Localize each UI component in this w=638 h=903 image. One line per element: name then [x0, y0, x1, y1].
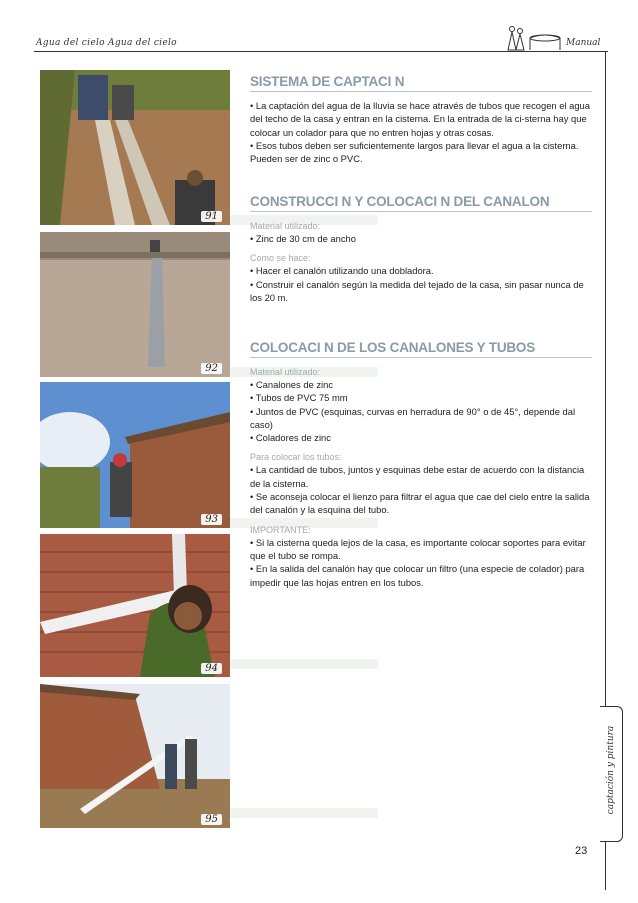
list-item: • Hacer el canalón utilizando una dobladora. — [250, 265, 434, 277]
section-colocacion-canalones — [250, 340, 592, 589]
photo-93 — [40, 382, 230, 528]
page-number: 23 — [575, 845, 588, 857]
list-item: • En la salida del canalón hay que colocar un filtro (una especie de colador) para impedir que las hojas entren en los tubos. — [250, 563, 585, 588]
photo-94 — [40, 534, 230, 677]
list-item: • Coladores de zinc — [250, 432, 331, 444]
photo-label: 95 — [201, 814, 222, 825]
right-margin-rule-bottom — [605, 840, 606, 890]
header-left-title: Agua del cielo Agua del cielo — [36, 38, 177, 48]
header-rule — [34, 51, 608, 52]
right-margin-rule — [605, 51, 606, 706]
title-rule — [250, 357, 592, 358]
list-item: • La cantidad de tubos, juntos y esquinas debe estar de acuerdo con la distancia de la cisterna. — [250, 464, 585, 489]
subheading: Para colocar los tubos: — [250, 452, 342, 463]
photo-label: 91 — [201, 211, 222, 222]
photo-caption-strip — [230, 659, 378, 669]
section-construccion-canalon — [250, 194, 592, 304]
subheading: IMPORTANTE: — [250, 524, 311, 535]
photo-92 — [40, 232, 230, 377]
logo-icon — [500, 22, 566, 52]
side-tab — [600, 706, 623, 842]
photo-label: 94 — [201, 663, 222, 674]
body-paragraph: • La captación del agua de la lluvia se hace através de tubos que recogen el agua del techo de la casa y entran en la cisterna. En la entrada de la ci-sterna hay que colocar un colador para que no entren hojas y otras cosas. — [250, 100, 590, 138]
section-title: COLOCACI N DE LOS CANALONES Y TUBOS — [250, 340, 536, 355]
section-sistema-captacion — [250, 74, 592, 165]
title-rule — [250, 211, 592, 212]
list-item: • Construir el canalón según la medida del tejado de la casa, sin pasar nunca de los 20 m. — [250, 278, 584, 303]
photo-caption-strip — [230, 808, 378, 818]
header-right-title: Manual — [566, 38, 601, 48]
list-item: • Zinc de 30 cm de ancho — [250, 233, 356, 244]
list-item: • Se aconseja colocar el lienzo para filtrar el agua que cae del cielo entre la salida del canalón y la esquina del tubo. — [250, 491, 590, 516]
body-paragraph: • Esos tubos deben ser suficientemente largos para llevar el agua a la cisterna. Pueden ser de zinc o PVC. — [250, 139, 579, 165]
photo-91 — [40, 70, 230, 225]
subheading: Material utilizado: — [250, 221, 321, 231]
section-title: CONSTRUCCI N Y COLOCACI N DEL CANALON — [250, 194, 550, 209]
subheading: Material utilizado: — [250, 367, 321, 377]
list-item: • Si la cisterna queda lejos de la casa, es importante colocar soportes para evitar que el tubo se rompa. — [250, 536, 586, 561]
side-tab-label: captación y pintura — [606, 725, 616, 815]
photo-95 — [40, 684, 230, 828]
section-title: SISTEMA DE CAPTACI N — [250, 74, 405, 89]
list-item: • Juntos de PVC (esquinas, curvas en herradura de 90° o de 45°, depende dal caso) — [250, 405, 576, 430]
list-item: • Canalones de zinc — [250, 379, 334, 390]
photo-label: 92 — [201, 363, 222, 374]
subheading: Como se hace: — [250, 253, 311, 264]
list-item: • Tubos de PVC 75 mm — [250, 392, 348, 404]
photo-label: 93 — [201, 514, 222, 525]
